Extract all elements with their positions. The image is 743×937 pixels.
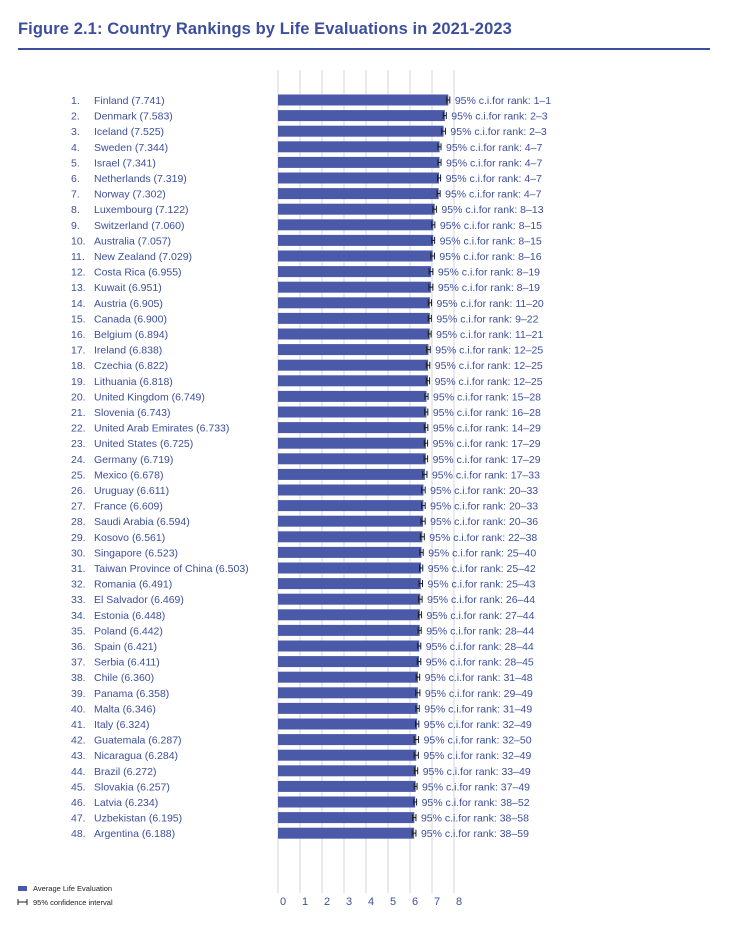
- score-bar: [278, 219, 433, 230]
- country-row: [71, 266, 540, 279]
- ci-rank-label: 95% c.i.for rank: 38–52: [421, 797, 530, 809]
- ci-rank-label: 95% c.i.for rank: 11–21: [436, 329, 544, 341]
- score-bar: [278, 797, 415, 808]
- rank-label: 13.: [71, 282, 86, 295]
- legend-ci-label: 95% confidence interval: [33, 898, 113, 907]
- country-label: United Arab Emirates (6.733): [94, 422, 230, 435]
- score-bar: [278, 656, 419, 667]
- country-label: Malta (6.346): [94, 703, 156, 716]
- country-row: [71, 297, 544, 310]
- ci-rank-label: 95% c.i.for rank: 8–13: [441, 204, 544, 217]
- country-label: Germany (6.719): [94, 453, 174, 466]
- ci-rank-label: 95% c.i.for rank: 28–44: [426, 625, 535, 638]
- score-bar: [278, 687, 418, 698]
- x-tick-label: 2: [324, 896, 331, 908]
- country-row: [71, 407, 541, 420]
- x-tick-label: 1: [302, 896, 309, 908]
- score-bar: [278, 516, 423, 527]
- ci-whisker: [425, 393, 428, 400]
- x-axis: [280, 896, 462, 908]
- rank-label: 42.: [71, 734, 86, 747]
- rank-label: 38.: [71, 672, 86, 685]
- ci-rank-label: 95% c.i.for rank: 17–33: [431, 469, 540, 482]
- country-label: Uruguay (6.611): [94, 485, 170, 497]
- rank-label: 33.: [71, 594, 86, 607]
- rank-label: 31.: [71, 563, 86, 575]
- rank-label: 46.: [71, 797, 86, 809]
- country-label: Austria (6.905): [94, 297, 163, 310]
- country-label: Lithuania (6.818): [94, 375, 173, 388]
- score-bar: [278, 110, 445, 121]
- ci-whisker: [414, 767, 417, 774]
- ci-rank-label: 95% c.i.for rank: 31–49: [424, 703, 533, 716]
- country-row: [71, 828, 529, 841]
- country-label: Brazil (6.272): [94, 765, 157, 778]
- rank-label: 16.: [71, 329, 86, 341]
- country-row: [71, 765, 531, 778]
- country-row: [71, 375, 543, 388]
- legend: [18, 884, 113, 907]
- rank-label: 19.: [71, 375, 86, 388]
- ci-rank-label: 95% c.i.for rank: 32–49: [423, 719, 532, 731]
- country-row: [71, 219, 542, 232]
- country-label: Taiwan Province of China (6.503): [94, 563, 249, 575]
- rank-label: 41.: [71, 719, 86, 731]
- country-row: [71, 313, 539, 326]
- country-label: Israel (7.341): [94, 157, 156, 170]
- score-bar: [278, 828, 414, 839]
- rank-label: 11.: [71, 251, 85, 263]
- country-label: Netherlands (7.319): [94, 173, 187, 185]
- score-bar: [278, 765, 416, 776]
- country-label: Luxembourg (7.122): [94, 204, 189, 217]
- country-row: [71, 609, 535, 622]
- country-label: Argentina (6.188): [94, 828, 176, 841]
- rank-label: 6.: [71, 173, 80, 185]
- ci-rank-label: 95% c.i.for rank: 28–44: [425, 641, 534, 653]
- rank-label: 34.: [71, 609, 86, 622]
- ci-whisker: [438, 175, 441, 182]
- ci-whisker: [419, 565, 422, 572]
- score-bar: [278, 251, 433, 262]
- country-row: [71, 438, 541, 451]
- country-label: Romania (6.491): [94, 578, 173, 591]
- rank-label: 28.: [71, 516, 86, 529]
- country-row: [71, 656, 534, 669]
- score-bar: [278, 531, 422, 542]
- ci-rank-label: 95% c.i.for rank: 32–49: [423, 750, 532, 763]
- country-label: Spain (6.421): [94, 641, 158, 653]
- country-row: [71, 329, 543, 342]
- x-tick-label: 3: [346, 896, 353, 908]
- ci-rank-label: 95% c.i.for rank: 38–59: [420, 828, 529, 841]
- country-label: Switzerland (7.060): [94, 219, 185, 232]
- country-label: Denmark (7.583): [94, 110, 173, 123]
- ci-rank-label: 95% c.i.for rank: 12–25: [435, 344, 544, 357]
- rank-label: 36.: [71, 641, 86, 653]
- legend-ci-swatch: [18, 899, 27, 905]
- country-label: New Zealand (7.029): [94, 251, 193, 263]
- country-label: United States (6.725): [94, 438, 194, 451]
- score-bar: [278, 141, 440, 152]
- ci-rank-label: 95% c.i.for rank: 11–20: [436, 297, 544, 310]
- country-row: [71, 157, 542, 170]
- country-row: [71, 360, 543, 373]
- x-tick-label: 6: [412, 896, 419, 908]
- rank-label: 3.: [71, 126, 80, 139]
- score-bar: [278, 734, 416, 745]
- ci-rank-label: 95% c.i.for rank: 29–49: [424, 687, 533, 700]
- rank-label: 32.: [71, 578, 86, 591]
- score-bar: [278, 173, 439, 184]
- ci-rank-label: 95% c.i.for rank: 4–7: [446, 141, 543, 154]
- x-tick-label: 7: [434, 896, 441, 908]
- rank-label: 7.: [71, 188, 80, 201]
- country-row: [71, 687, 533, 700]
- score-bar: [278, 500, 423, 511]
- country-row: [71, 750, 531, 763]
- score-bar: [278, 485, 423, 496]
- country-label: Slovenia (6.743): [94, 407, 171, 419]
- country-label: Saudi Arabia (6.594): [94, 516, 190, 529]
- ci-rank-label: 95% c.i.for rank: 28–45: [425, 656, 534, 669]
- country-row: [71, 391, 541, 404]
- ci-whisker: [414, 799, 417, 806]
- ci-rank-label: 95% c.i.for rank: 17–29: [432, 453, 541, 466]
- rank-label: 37.: [71, 656, 86, 669]
- ci-whisker: [413, 814, 416, 821]
- score-bar: [278, 126, 444, 137]
- rank-label: 27.: [71, 500, 86, 513]
- ci-rank-label: 95% c.i.for rank: 12–25: [434, 360, 543, 373]
- score-bar: [278, 625, 420, 636]
- score-bar: [278, 750, 416, 761]
- rank-label: 43.: [71, 750, 86, 763]
- country-row: [71, 641, 534, 654]
- ci-rank-label: 95% c.i.for rank: 27–44: [426, 609, 535, 622]
- score-bar: [278, 703, 418, 714]
- score-bar: [278, 188, 439, 199]
- rank-label: 4.: [71, 141, 80, 154]
- ci-rank-label: 95% c.i.for rank: 25–40: [428, 547, 537, 560]
- country-label: Czechia (6.822): [94, 360, 169, 373]
- country-row: [71, 126, 547, 139]
- country-row: [71, 235, 542, 248]
- country-row: [71, 781, 530, 794]
- legend-bar-label: Average Life Evaluation: [33, 884, 113, 893]
- ci-rank-label: 95% c.i.for rank: 25–43: [427, 578, 536, 591]
- ci-rank-label: 95% c.i.for rank: 4–7: [445, 173, 542, 185]
- rank-label: 39.: [71, 687, 86, 700]
- rank-label: 45.: [71, 781, 86, 794]
- country-row: [71, 282, 540, 295]
- country-row: [71, 173, 542, 186]
- x-tick-label: 5: [390, 896, 397, 908]
- x-tick-label: 8: [456, 896, 463, 908]
- ci-rank-label: 95% c.i.for rank: 37–49: [422, 781, 531, 794]
- rank-label: 29.: [71, 531, 86, 544]
- rank-label: 23.: [71, 438, 86, 451]
- country-row: [71, 469, 540, 482]
- country-row: [71, 563, 536, 576]
- country-row: [71, 625, 534, 638]
- ci-rank-label: 95% c.i.for rank: 26–44: [427, 594, 536, 607]
- rank-label: 22.: [71, 422, 86, 435]
- country-label: Guatemala (6.287): [94, 734, 182, 747]
- score-bar: [278, 407, 426, 418]
- rank-label: 18.: [71, 360, 86, 373]
- ci-whisker: [428, 331, 431, 338]
- country-row: [71, 797, 530, 810]
- country-row: [71, 594, 535, 607]
- country-row: [71, 188, 542, 201]
- country-label: Slovakia (6.257): [94, 781, 170, 794]
- score-bar: [278, 563, 421, 574]
- ci-rank-label: 95% c.i.for rank: 8–15: [439, 235, 542, 248]
- rank-label: 12.: [71, 266, 86, 279]
- score-bar: [278, 672, 418, 683]
- x-tick-label: 4: [368, 896, 375, 908]
- country-label: Belgium (6.894): [94, 329, 169, 341]
- country-row: [71, 531, 537, 544]
- score-bar: [278, 360, 428, 371]
- country-row: [71, 251, 542, 264]
- score-bar: [278, 375, 428, 386]
- ci-rank-label: 95% c.i.for rank: 20–36: [430, 516, 539, 529]
- rank-label: 1.: [71, 95, 80, 107]
- ci-rank-label: 95% c.i.for rank: 38–58: [420, 812, 529, 825]
- country-row: [71, 500, 538, 512]
- score-bar: [278, 235, 433, 246]
- rank-label: 25.: [71, 469, 86, 482]
- country-label: Panama (6.358): [94, 687, 170, 700]
- country-label: Nicaragua (6.284): [94, 750, 179, 763]
- score-bar: [278, 719, 417, 730]
- rank-label: 8.: [71, 204, 80, 217]
- country-row: [71, 141, 542, 154]
- country-rows: [71, 95, 551, 841]
- country-row: [71, 547, 536, 560]
- score-bar: [278, 609, 420, 620]
- score-bar: [278, 95, 448, 106]
- rank-label: 20.: [71, 391, 86, 404]
- country-label: Latvia (6.234): [94, 797, 159, 809]
- country-row: [71, 204, 544, 217]
- country-row: [71, 453, 541, 466]
- rank-label: 21.: [71, 407, 86, 419]
- country-label: Australia (7.057): [94, 235, 172, 248]
- rank-label: 44.: [71, 765, 86, 778]
- ci-whisker: [418, 611, 421, 618]
- ci-rank-label: 95% c.i.for rank: 4–7: [445, 188, 542, 201]
- ci-rank-label: 95% c.i.for rank: 8–19: [437, 282, 541, 295]
- score-bar: [278, 438, 426, 449]
- ci-rank-label: 95% c.i.for rank: 22–38: [429, 531, 538, 544]
- figure-title: Figure 2.1: Country Rankings by Life Evaluations in 2021-2023: [18, 20, 512, 38]
- rank-label: 5.: [71, 157, 80, 170]
- score-bar: [278, 641, 419, 652]
- ci-rank-label: 95% c.i.for rank: 2–3: [450, 126, 547, 139]
- ci-rank-label: 95% c.i.for rank: 2–3: [451, 110, 548, 123]
- country-row: [71, 344, 543, 357]
- score-bar: [278, 313, 430, 324]
- score-bar: [278, 547, 422, 558]
- country-label: Poland (6.442): [94, 625, 163, 638]
- ci-rank-label: 95% c.i.for rank: 4–7: [446, 157, 543, 170]
- country-row: [71, 95, 551, 108]
- country-row: [71, 703, 532, 716]
- country-row: [71, 485, 538, 498]
- ci-whisker: [420, 549, 423, 556]
- score-bar: [278, 266, 431, 277]
- country-label: Kuwait (6.951): [94, 282, 162, 295]
- rank-label: 35.: [71, 625, 86, 638]
- score-bar: [278, 594, 420, 605]
- country-row: [71, 516, 538, 529]
- country-row: [71, 734, 532, 747]
- score-bar: [278, 282, 431, 293]
- ci-rank-label: 95% c.i.for rank: 15–28: [433, 391, 542, 404]
- ci-rank-label: 95% c.i.for rank: 8–19: [437, 266, 541, 279]
- country-row: [71, 812, 529, 825]
- rank-label: 30.: [71, 547, 86, 560]
- country-label: Costa Rica (6.955): [94, 266, 182, 279]
- rank-label: 2.: [71, 110, 80, 123]
- ci-rank-label: 95% c.i.for rank: 9–22: [436, 313, 539, 326]
- ci-rank-label: 95% c.i.for rank: 16–28: [432, 407, 541, 419]
- rank-label: 10.: [71, 235, 86, 248]
- country-label: Singapore (6.523): [94, 547, 179, 560]
- ci-rank-label: 95% c.i.for rank: 14–29: [432, 422, 541, 435]
- country-label: Canada (6.900): [94, 313, 167, 326]
- score-bar: [278, 157, 440, 168]
- country-label: Norway (7.302): [94, 188, 166, 201]
- country-row: [71, 578, 536, 591]
- rank-label: 40.: [71, 703, 86, 716]
- score-bar: [278, 469, 425, 480]
- country-label: Mexico (6.678): [94, 469, 164, 482]
- score-bar: [278, 344, 428, 355]
- score-bar: [278, 391, 426, 402]
- ci-whisker: [416, 721, 419, 728]
- country-label: Sweden (7.344): [94, 141, 169, 154]
- rank-label: 15.: [71, 313, 86, 326]
- rank-label: 48.: [71, 828, 86, 841]
- score-bar: [278, 453, 426, 464]
- country-label: Finland (7.741): [94, 95, 165, 107]
- ci-rank-label: 95% c.i.for rank: 8–15: [439, 219, 543, 232]
- country-label: United Kingdom (6.749): [94, 391, 205, 404]
- ci-rank-label: 95% c.i.for rank: 25–42: [427, 563, 536, 575]
- country-label: Iceland (7.525): [94, 126, 165, 139]
- country-row: [71, 672, 533, 685]
- ci-rank-label: 95% c.i.for rank: 17–29: [432, 438, 541, 451]
- rank-label: 9.: [71, 219, 80, 232]
- country-label: Italy (6.324): [94, 719, 150, 731]
- ci-rank-label: 95% c.i.for rank: 20–33: [430, 485, 539, 497]
- country-row: [71, 719, 532, 732]
- country-label: Kosovo (6.561): [94, 531, 166, 544]
- country-label: Estonia (6.448): [94, 609, 166, 622]
- ci-rank-label: 95% c.i.for rank: 33–49: [422, 765, 531, 778]
- score-bar: [278, 204, 435, 215]
- rank-label: 14.: [71, 297, 86, 310]
- x-tick-label: 0: [280, 896, 287, 908]
- country-label: Serbia (6.411): [94, 656, 160, 669]
- country-label: El Salvador (6.469): [94, 594, 184, 607]
- score-bar: [278, 329, 430, 340]
- score-bar: [278, 578, 421, 589]
- rank-label: 17.: [71, 344, 86, 357]
- ci-rank-label: 95% c.i.for rank: 8–16: [439, 251, 542, 263]
- country-row: [71, 110, 548, 123]
- score-bar: [278, 297, 430, 308]
- ci-rank-label: 95% c.i.for rank: 12–25: [434, 375, 543, 388]
- rank-label: 26.: [71, 485, 86, 497]
- country-label: Chile (6.360): [94, 672, 155, 685]
- country-label: Ireland (6.838): [94, 344, 163, 357]
- legend-bar-swatch: [18, 886, 27, 891]
- country-row: [71, 422, 541, 435]
- ci-rank-label: 95% c.i.for rank: 20–33: [430, 500, 539, 513]
- score-bar: [278, 422, 426, 433]
- rank-label: 24.: [71, 453, 86, 466]
- rank-label: 47.: [71, 812, 86, 825]
- country-label: Uzbekistan (6.195): [94, 812, 183, 825]
- ci-rank-label: 95% c.i.for rank: 32–50: [423, 734, 532, 747]
- ci-rank-label: 95% c.i.for rank: 1–1: [454, 95, 552, 107]
- score-bar: [278, 812, 414, 823]
- country-label: France (6.609): [94, 500, 163, 513]
- ci-rank-label: 95% c.i.for rank: 31–48: [424, 672, 533, 685]
- score-bar: [278, 781, 416, 792]
